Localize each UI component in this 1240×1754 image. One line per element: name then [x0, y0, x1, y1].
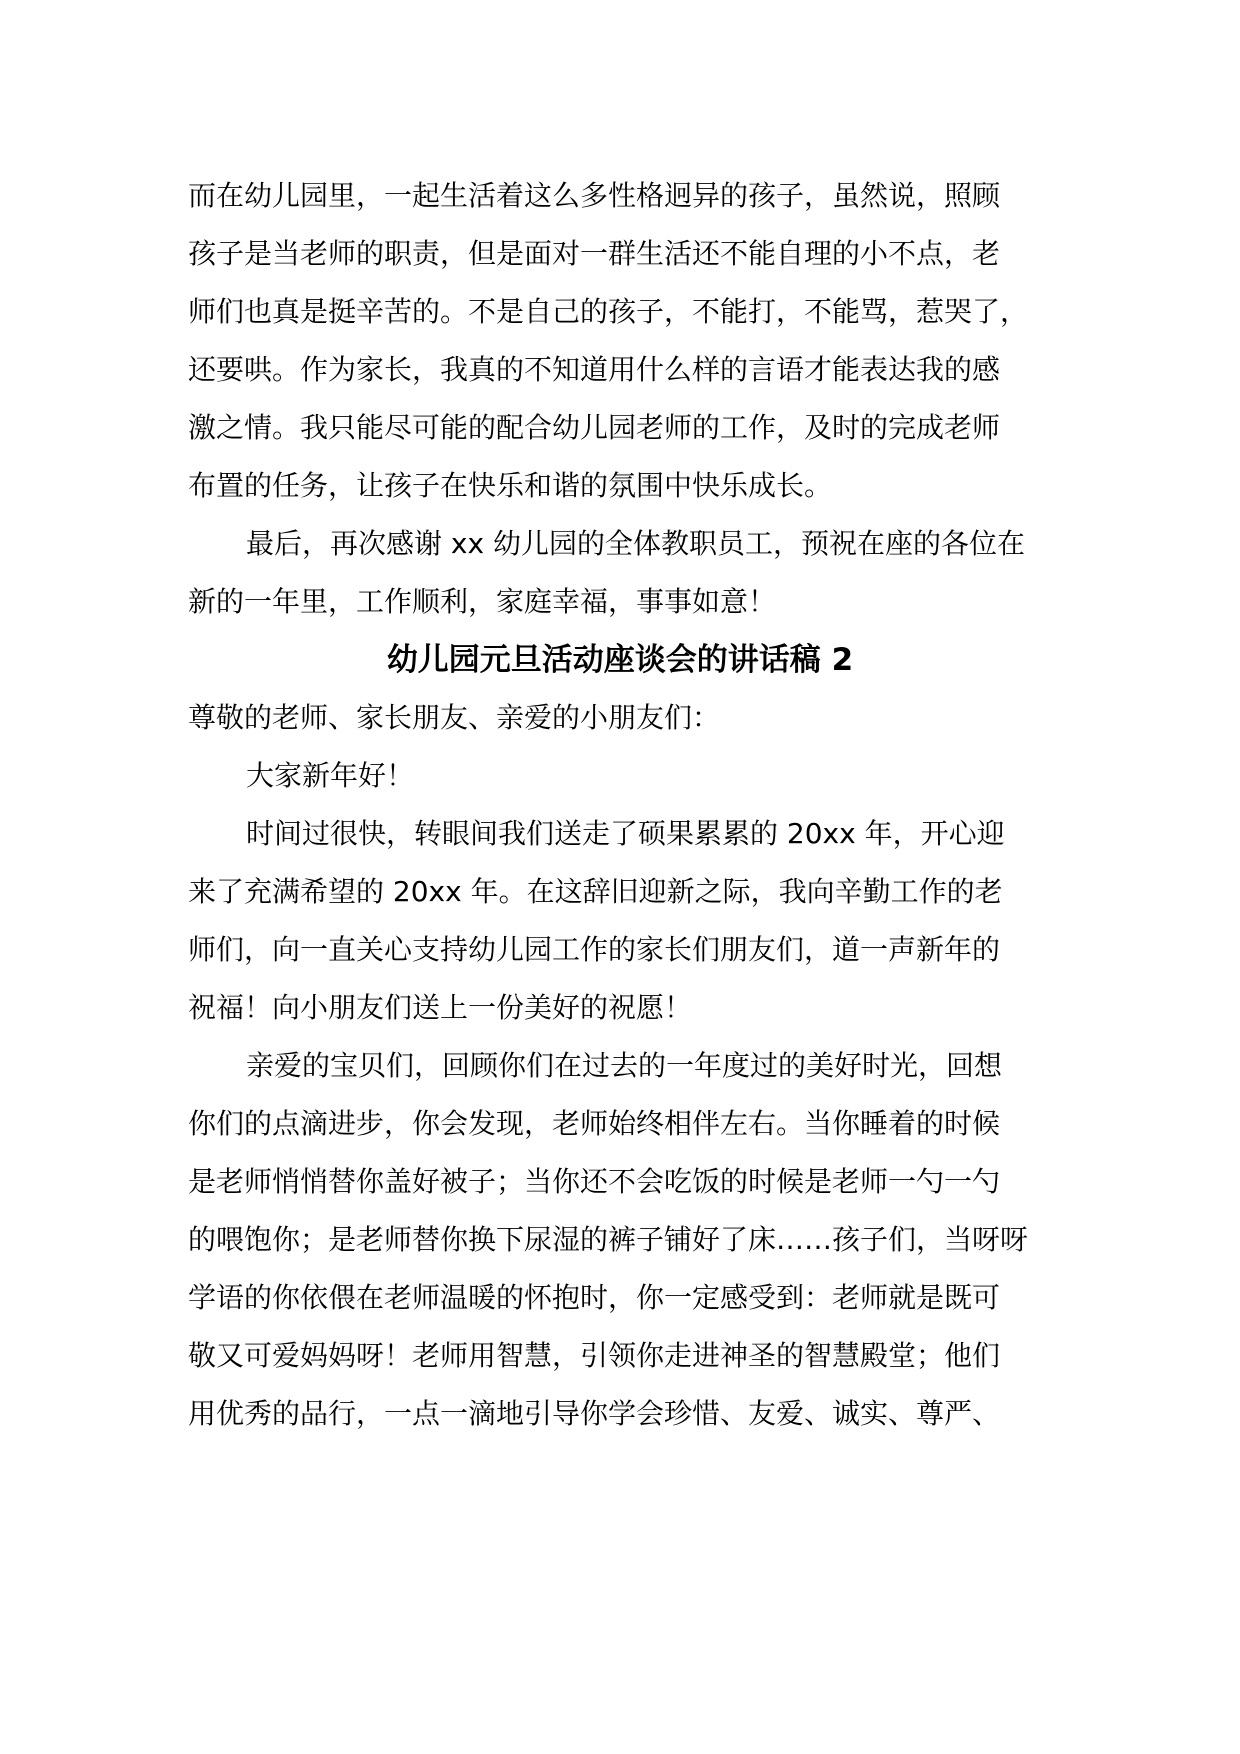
paragraph-line: 用优秀的品行，一点一滴地引导你学会珍惜、友爱、诚实、尊严、: [188, 1397, 1001, 1430]
paragraph-line: 敬又可爱妈妈呀！老师用智慧，引领你走进神圣的智慧殿堂；他们: [188, 1339, 1001, 1372]
closing-line: 新的一年里，工作顺利，家庭幸福，事事如意！: [188, 585, 777, 618]
paragraph-line: 师们也真是挺辛苦的。不是自己的孩子，不能打，不能骂，惹哭了，: [188, 295, 1029, 328]
paragraph-line: 还要哄。作为家长，我真的不知道用什么样的言语才能表达我的感: [188, 353, 1001, 386]
salutation: 尊敬的老师、家长朋友、亲爱的小朋友们：: [188, 701, 721, 734]
greeting: 大家新年好！: [246, 759, 415, 792]
paragraph-line: 祝福！向小朋友们送上一份美好的祝愿！: [188, 991, 693, 1024]
paragraph-line: 来了充满希望的 20xx 年。在这辞旧迎新之际，我向辛勤工作的老: [188, 875, 1003, 908]
paragraph-line: 你们的点滴进步，你会发现，老师始终相伴左右。当你睡着的时候: [188, 1107, 1001, 1140]
paragraph-line: 的喂饱你；是老师替你换下尿湿的裤子铺好了床……孩子们，当呀呀: [188, 1223, 1029, 1256]
paragraph-line: 是老师悄悄替你盖好被子；当你还不会吃饭的时候是老师一勺一勺: [188, 1165, 1001, 1198]
section-title: 幼儿园元旦活动座谈会的讲话稿 2: [386, 642, 854, 678]
paragraph-line: 亲爱的宝贝们，回顾你们在过去的一年度过的美好时光，回想: [246, 1049, 1003, 1082]
paragraph-line: 学语的你依偎在老师温暖的怀抱时，你一定感受到：老师就是既可: [188, 1281, 1001, 1314]
paragraph-line: 师们，向一直关心支持幼儿园工作的家长们朋友们，道一声新年的: [188, 933, 1001, 966]
paragraph-line: 布置的任务，让孩子在快乐和谐的氛围中快乐成长。: [188, 469, 833, 502]
paragraph-line: 而在幼儿园里，一起生活着这么多性格迥异的孩子，虽然说，照顾: [188, 179, 1001, 212]
paragraph-line: 时间过很快，转眼间我们送走了硕果累累的 20xx 年，开心迎: [246, 817, 1005, 850]
paragraph-line: 孩子是当老师的职责，但是面对一群生活还不能自理的小不点，老: [188, 237, 1001, 270]
paragraph-line: 激之情。我只能尽可能的配合幼儿园老师的工作，及时的完成老师: [188, 411, 1001, 444]
closing-line: 最后，再次感谢 xx 幼儿园的全体教职员工，预祝在座的各位在: [246, 527, 1025, 560]
